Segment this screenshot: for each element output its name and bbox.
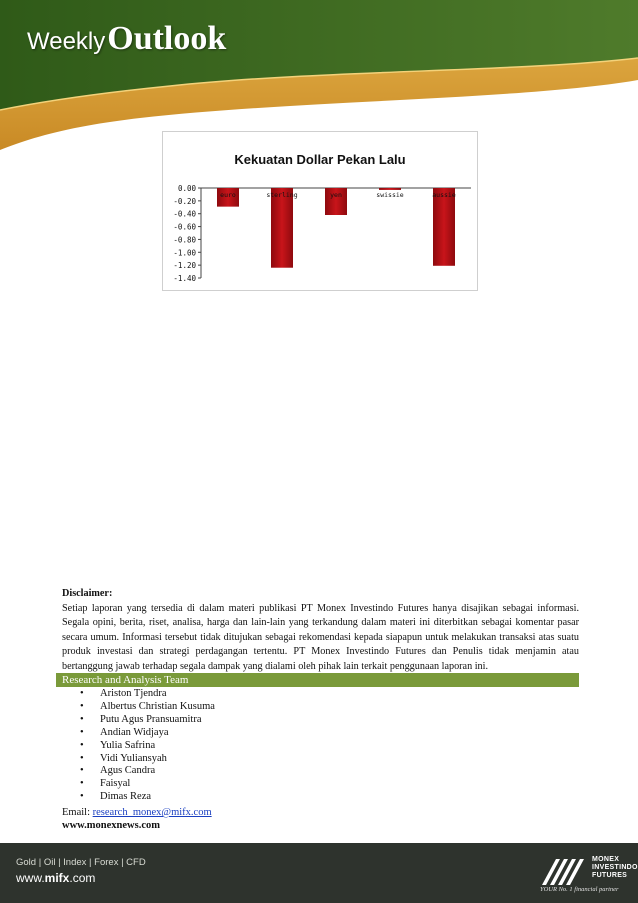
y-tick-label: -0.20	[173, 196, 196, 206]
category-label-sterling: sterling	[266, 191, 298, 199]
team-member-list	[80, 688, 215, 804]
footer-url[interactable]	[16, 871, 95, 885]
brand-weekly: Weekly	[27, 28, 106, 55]
team-member: • Vidi Yuliansyah	[80, 753, 215, 766]
bar-sterling	[271, 188, 293, 268]
category-label-yen: yen	[330, 191, 342, 199]
logo-line-3: FUTURES	[592, 872, 628, 879]
footer-url-prefix: www.	[16, 871, 45, 885]
y-tick-label: -0.80	[173, 235, 196, 245]
team-member: • Ariston Tjendra	[80, 688, 215, 701]
team-heading: Research and Analysis Team	[56, 673, 579, 687]
chart-title: Kekuatan Dollar Pekan Lalu	[234, 152, 406, 167]
team-member: • Andian Widjaya	[80, 727, 215, 740]
y-tick-label: -0.40	[173, 209, 196, 219]
bar-aussie	[433, 188, 455, 266]
email-link[interactable]: research_monex@mifx.com	[92, 807, 212, 818]
footer-bar	[0, 843, 638, 903]
email-label: Email:	[62, 807, 90, 818]
team-member: • Agus Candra	[80, 765, 215, 778]
team-member: • Yulia Safrina	[80, 740, 215, 753]
team-member: • Albertus Christian Kusuma	[80, 701, 215, 714]
website-text: www.monexnews.com	[62, 820, 160, 831]
logo-line-1: MONEX	[592, 856, 620, 863]
bar-swissie	[379, 188, 401, 190]
brand-outlook: Outlook	[107, 20, 227, 57]
y-tick-label: 0.00	[177, 184, 196, 193]
y-tick-label: -0.60	[173, 222, 196, 232]
y-tick-label: -1.20	[173, 261, 196, 271]
footer-url-brand: mifx	[44, 871, 70, 885]
y-tick-label: -1.00	[173, 248, 196, 258]
disclaimer-title: Disclaimer:	[62, 588, 113, 599]
footer-url-suffix: .com	[69, 871, 96, 885]
category-label-euro: euro	[220, 191, 236, 199]
footer-categories: Gold | Oil | Index | Forex | CFD	[16, 857, 146, 868]
team-member: • Faisyal	[80, 778, 215, 791]
dollar-strength-chart	[162, 131, 478, 291]
brand-title	[27, 20, 226, 58]
category-label-aussie: aussie	[432, 191, 456, 199]
team-member: • Putu Agus Pransuamitra	[80, 714, 215, 727]
y-tick-label: -1.40	[173, 274, 196, 283]
chart-svg	[163, 132, 477, 290]
header-banner	[0, 0, 638, 150]
logo-line-2: INVESTINDO	[592, 864, 638, 871]
email-line	[62, 807, 212, 818]
disclaimer-body: Setiap laporan yang tersedia di dalam materi publikasi PT Monex Investindo Futures hanya disajikan sebagai informasi. Segala opini, berita, riset, analisa, harga dan lain-lain yang terkandung dalam materi ini diterbitkan sebagai komentar pasar secara umum. Informasi tersebut tidak ditujukan sebagai rekomendasi kepada siapapun untuk melakukan transaksi atas suatu produk investasi dan strategi perdagangan tertentu. PT Monex Investindo Futures dan Penulis tidak menjamin atau bertanggung jawab terhadap segala dampak yang dialami oleh pihak lain terkait penggunaan laporan ini.	[62, 602, 579, 672]
footer-tagline: YOUR No. 1 financial partner	[540, 886, 619, 893]
monex-logo-text	[592, 856, 638, 880]
team-member: • Dimas Reza	[80, 791, 215, 804]
category-label-swissie: swissie	[376, 191, 404, 199]
disclaimer-section	[62, 587, 579, 674]
